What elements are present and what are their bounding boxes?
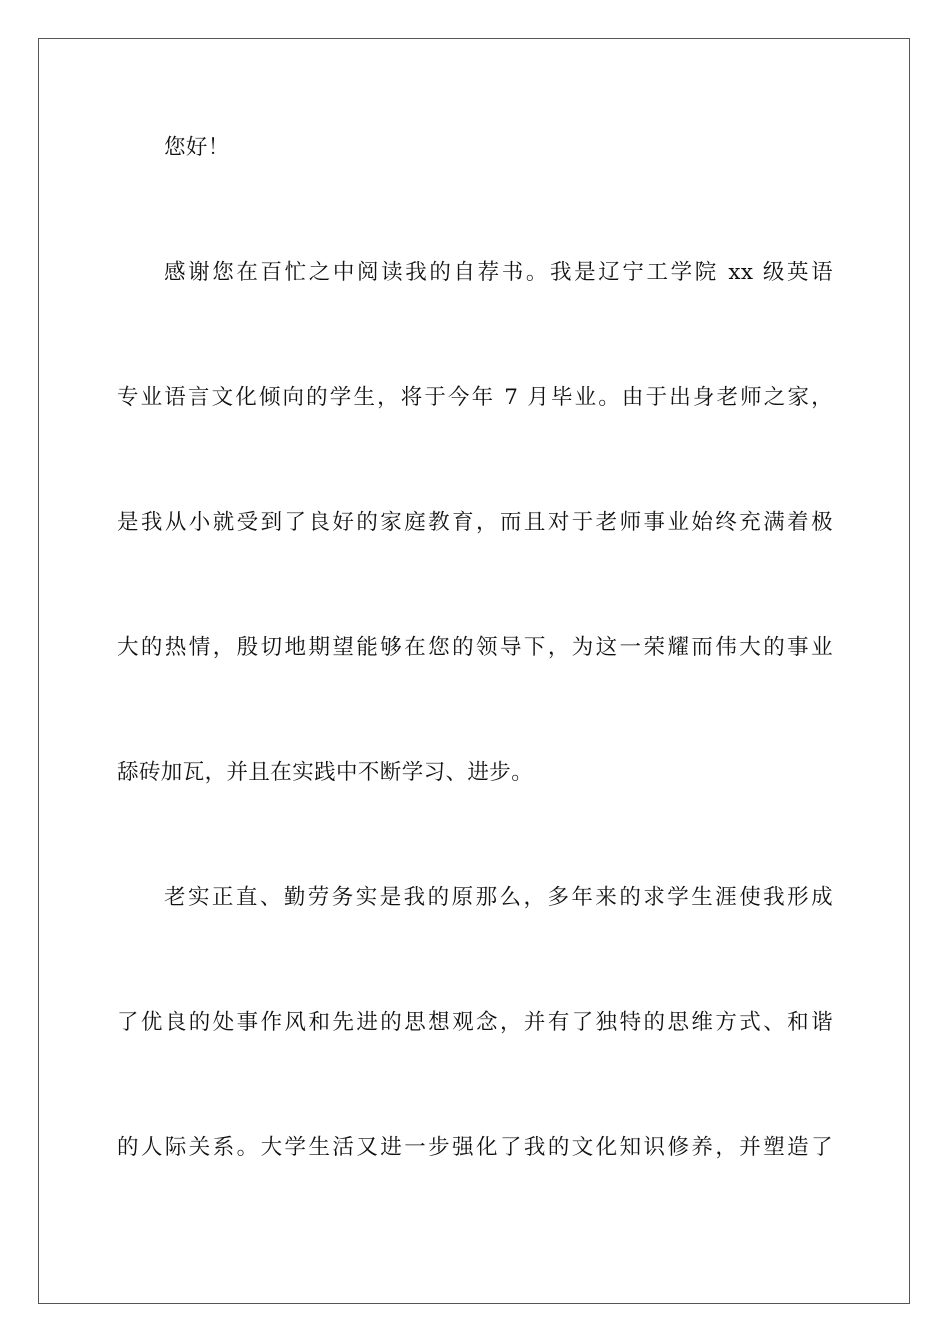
paragraph-2-line-3: 的人际关系。大学生活又进一步强化了我的文化知识修养，并塑造了 [117,1135,833,1160]
paragraph-1-line-1: 感谢您在百忙之中阅读我的自荐书。我是辽宁工学院 xx 级英语 [164,260,833,285]
paragraph-2-line-2: 了优良的处事作风和先进的思想观念，并有了独特的思维方式、和谐 [117,1010,833,1035]
paragraph-1-line-3: 是我从小就受到了良好的家庭教育，而且对于老师事业始终充满着极 [117,510,833,535]
paragraph-1-line-4: 大的热情，殷切地期望能够在您的领导下，为这一荣耀而伟大的事业 [117,635,833,660]
greeting-line: 您好！ [164,135,230,160]
page-border [38,38,910,1304]
paragraph-2-line-1: 老实正直、勤劳务实是我的原那么，多年来的求学生涯使我形成 [164,885,833,910]
paragraph-1-line-5: 舔砖加瓦，并且在实践中不断学习、进步。 [117,760,534,785]
paragraph-1-line-2: 专业语言文化倾向的学生，将于今年 7 月毕业。由于出身老师之家， [117,385,833,410]
